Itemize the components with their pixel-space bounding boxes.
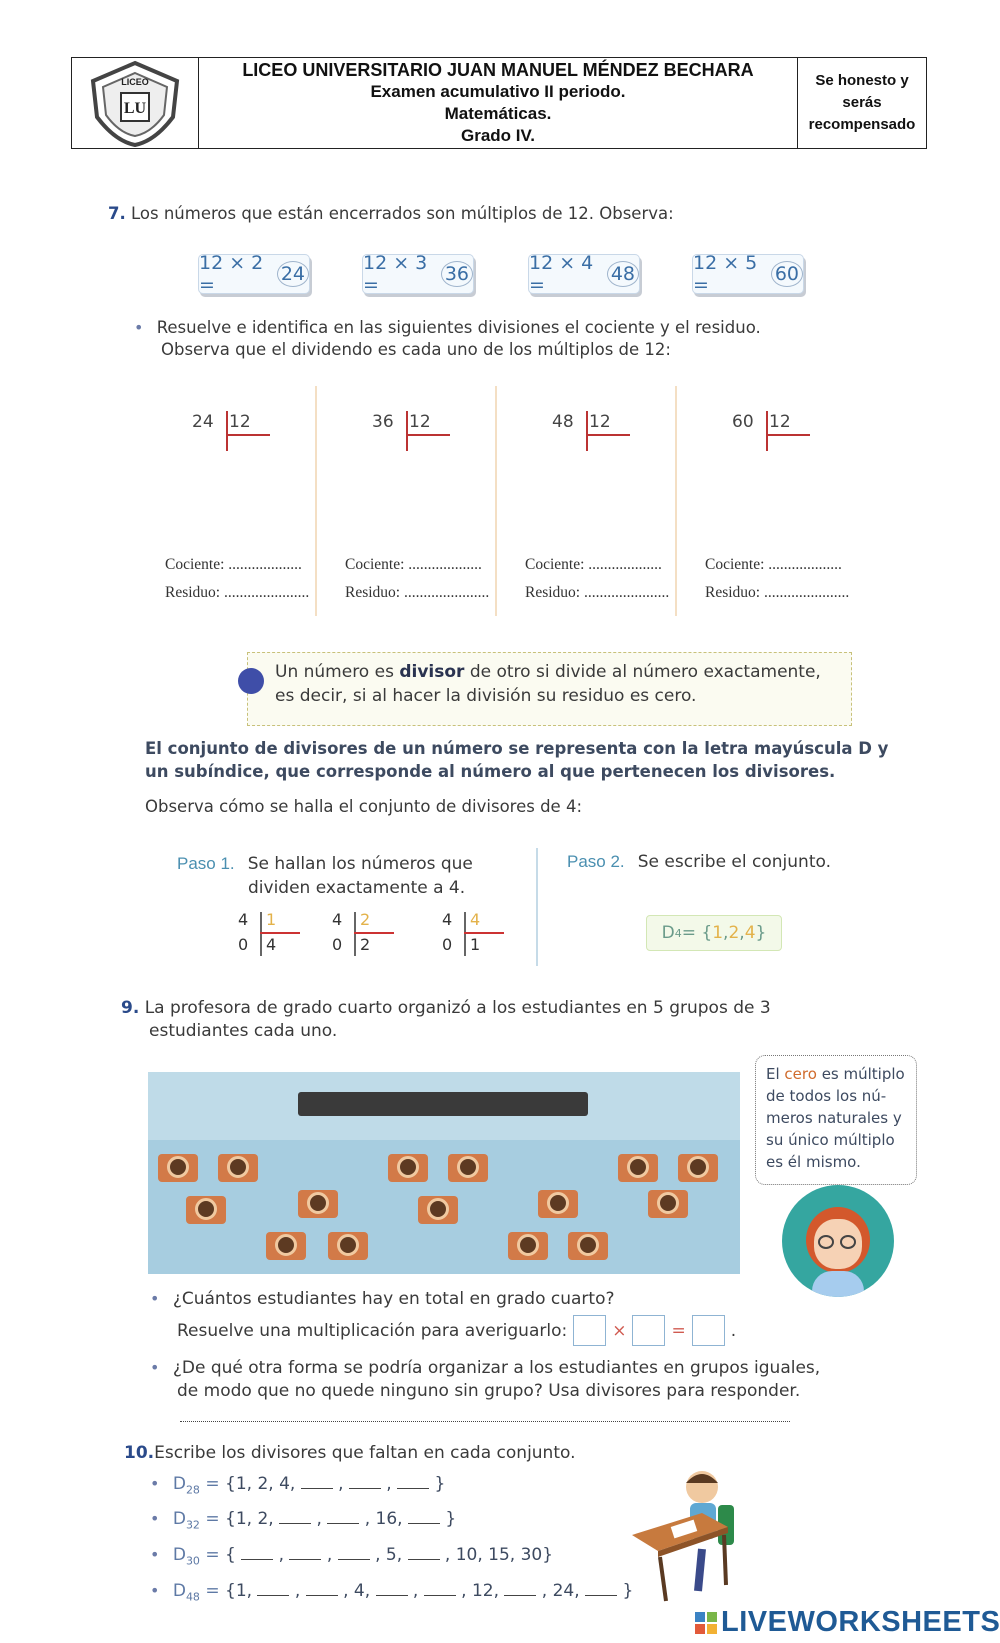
blank-field[interactable] — [301, 1473, 333, 1489]
answer-box[interactable] — [692, 1315, 725, 1346]
blank-field[interactable] — [408, 1508, 440, 1524]
multiple-box: 12 × 3 = 36 — [362, 254, 474, 294]
blank-field[interactable] — [306, 1580, 338, 1596]
observe-text: Observa cómo se halla el conjunto de divisores de 4: — [145, 797, 583, 816]
school-name: LICEO UNIVERSITARIO JUAN MANUEL MÉNDEZ BECHARA — [242, 60, 754, 80]
exam-name: Examen acumulativo II periodo. — [370, 82, 626, 101]
blank-field[interactable] — [408, 1544, 440, 1560]
step-1: Paso 1. Se hallan los números que dividen exactamente a 4. — [177, 854, 473, 898]
exam-header — [71, 57, 927, 149]
cociente-label: Cociente: ................... — [165, 556, 302, 573]
cociente-label: Cociente: ................... — [345, 556, 482, 573]
multiple-box: 12 × 2 = 24 — [198, 254, 310, 294]
blank-field[interactable] — [241, 1544, 273, 1560]
blank-field[interactable] — [289, 1544, 321, 1560]
multiple-box: 12 × 5 = 60 — [692, 254, 804, 294]
motto: Se honesto y serás recompensado — [808, 72, 916, 133]
cociente-label: Cociente: ................... — [525, 556, 662, 573]
step-divider — [536, 848, 538, 966]
residuo-label: Residuo: ...................... — [165, 584, 310, 601]
divisor-set-row: • $D_{30}$ = { , , , 5, , 10, 15, 30} — [150, 1545, 554, 1568]
residuo-label: Residuo: ...................... — [345, 584, 490, 601]
divisor-definition: Un número es divisor de otro si divide al número exactamente, es decir, si al hacer la división su residuo es cero. — [275, 662, 821, 706]
cociente-label: Cociente: ................... — [705, 556, 842, 573]
division-panel: 24 12 Cociente: ................... Residuo: ...................... — [137, 386, 317, 616]
liveworksheets-logo[interactable]: LIVEWORKSHEETS — [695, 1606, 1000, 1639]
bullet-dot-icon — [238, 668, 264, 694]
answer-line[interactable] — [180, 1421, 790, 1422]
division-panel: 60 12 Cociente: ................... Residuo: ...................... — [705, 412, 850, 601]
blank-field[interactable] — [349, 1473, 381, 1489]
grade: Grado IV. — [460, 126, 535, 145]
answer-box[interactable] — [632, 1315, 665, 1346]
blank-field[interactable] — [504, 1580, 536, 1596]
classroom-illustration — [148, 1072, 740, 1274]
tip-bubble: El cero es múltiplo de todos los nú- meros naturales y su único múltiplo es él mismo. — [755, 1055, 917, 1185]
divisor-set-row: • $D_{32} = \{1$, 2, , , 16, } — [150, 1509, 457, 1532]
answer-box[interactable] — [573, 1315, 606, 1346]
q9-question-1: • ¿Cuántos estudiantes hay en total en grado cuarto? — [150, 1289, 615, 1309]
board-icon — [298, 1092, 588, 1116]
multiple-box: 12 × 4 = 48 — [528, 254, 640, 294]
girl-avatar-icon — [782, 1185, 894, 1297]
subject: Matemáticas. — [444, 104, 552, 123]
blank-field[interactable] — [257, 1580, 289, 1596]
residuo-label: Residuo: ...................... — [705, 584, 850, 601]
q7-instructions: • Resuelve e identifica en las siguientes divisiones el cociente y el residuo. Observa que el dividendo es cada uno de los múltiplos de 12: — [134, 318, 761, 359]
divisor-set-result: D 4 = { 1 , 2 , 4 } — [646, 915, 782, 951]
q9-intro: 9. La profesora de grado cuarto organizó a los estudiantes en 5 grupos de 3 estudiantes cada uno. — [121, 998, 771, 1041]
blank-field[interactable] — [585, 1580, 617, 1596]
q10-intro: 10.Escribe los divisores que faltan en cada conjunto. — [124, 1443, 576, 1463]
student-desk-icon — [632, 1465, 752, 1605]
school-logo — [72, 58, 199, 148]
divisor-set-row: • $D_{28} = \{1$, 2, 4, , , } — [150, 1474, 446, 1497]
q7-intro: 7. Los números que están encerrados son múltiplos de 12. Observa: — [108, 204, 674, 223]
blank-field[interactable] — [397, 1473, 429, 1489]
q9-question-2: • ¿De qué otra forma se podría organizar a los estudiantes en grupos iguales, de modo que no quede ninguno sin grupo? Usa divisores para responder. — [150, 1358, 821, 1401]
blank-field[interactable] — [424, 1580, 456, 1596]
blank-field[interactable] — [279, 1508, 311, 1524]
grid-icon — [695, 1612, 717, 1634]
q9-multiplication-row: Resuelve una multiplicación para averiguarlo: × = . — [177, 1315, 736, 1346]
blank-field[interactable] — [338, 1544, 370, 1560]
example-division: 4 4 0 1 — [440, 910, 510, 960]
set-notation-text: El conjunto de divisores de un número se representa con la letra mayúscula D y un subíndice, que corresponde al número al que pertenecen los divisores. — [145, 739, 889, 781]
residuo-label: Residuo: ...................... — [525, 584, 670, 601]
example-division: 4 2 0 2 — [330, 910, 400, 960]
svg-text:LU: LU — [123, 100, 147, 117]
division-panel: 48 12 Cociente: ................... Residuo: ...................... — [497, 386, 677, 616]
header-title — [199, 58, 798, 148]
svg-text:LICEO: LICEO — [121, 77, 149, 87]
example-division: 4 1 0 4 — [236, 910, 306, 960]
divisor-set-row: • $D_{48} = \{1$, , , 4, , , 12, , 24, } — [150, 1581, 634, 1604]
step-2: Paso 2. Se escribe el conjunto. — [567, 852, 831, 872]
blank-field[interactable] — [376, 1580, 408, 1596]
blank-field[interactable] — [327, 1508, 359, 1524]
division-panel: 36 12 Cociente: ................... Residuo: ...................... — [317, 386, 497, 616]
